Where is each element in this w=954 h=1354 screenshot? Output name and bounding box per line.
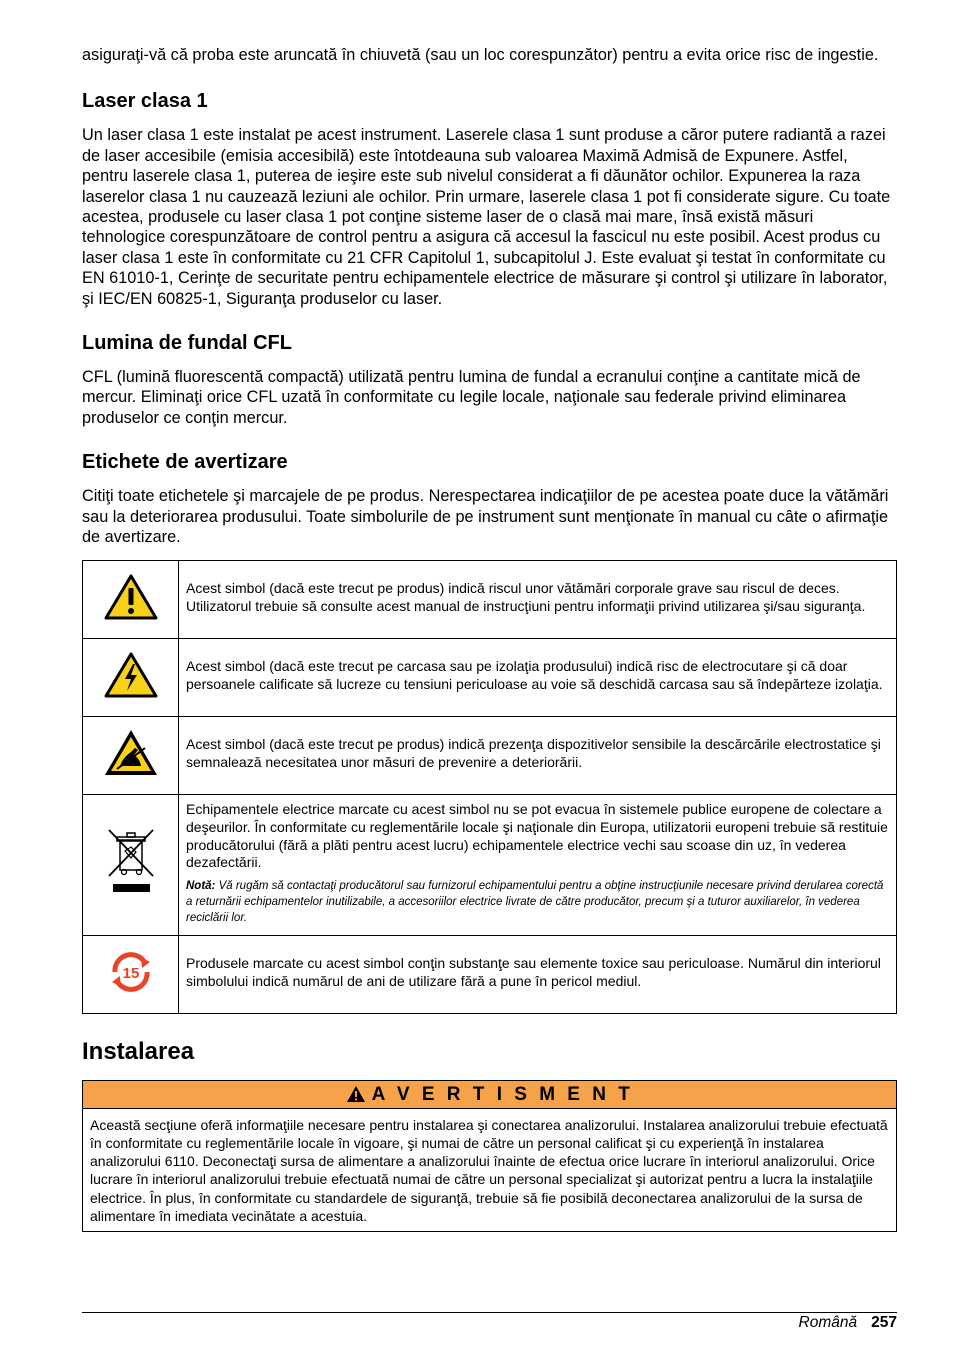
table-row <box>83 935 897 1013</box>
table-row <box>83 638 897 716</box>
weee-note <box>186 878 889 926</box>
icon-cell <box>83 794 179 935</box>
warning-text: Această secţiune oferă informaţiile necesare pentru instalarea şi conectarea analizorului. Instalarea analizorului trebuie efectuată în conformitate cu reglementările locale în vigoare, şi numai de către un personal calificat şi cu experienţă în instalarea analizorului 6110. Deconectaţi sursa de alimentare a analizorului înainte de efectua orice lucrare în interiorul analizorului. Orice lucrare în interiorul analizorului trebuie efectuată numai de către un personal specializat şi autorizat pentru a lucra la instalaţiile electrice. În plus, în conformitate cu standardele de siguranţă, trebuie să fie posibilă deconectarea analizorului de la sursa de alimentare în imediata vecinătate a acestuia. <box>90 1116 888 1224</box>
warning-triangle-icon <box>103 573 159 621</box>
weee-crossed-bin-icon <box>106 828 156 896</box>
icon-cell <box>83 935 179 1013</box>
symbol-description: Acest simbol (dacă este trecut pe carcasa sau pe izolaţia produsului) indică risc de electrocutare şi că doar persoanele calificate să lucreze cu tensiuni periculoase au voie să deschidă carcasa sau să îndepărteze izolaţia. <box>179 638 897 716</box>
intro-paragraph: asiguraţi-vă că proba este aruncată în chiuvetă (sau un loc corespunzător) pentru a evita orice risc de ingestie. <box>82 46 879 64</box>
warning-symbols-table <box>82 560 897 1014</box>
heading-instalarea: Instalarea <box>82 1037 195 1065</box>
icon-cell <box>83 560 179 638</box>
esd-sensitive-icon <box>103 728 159 778</box>
heading-labels: Etichete de avertizare <box>82 451 288 474</box>
page-content <box>82 45 897 1232</box>
paragraph-laser: Un laser clasa 1 este instalat pe acest instrument. Laserele clasa 1 sunt produse a căror putere radiantă a razei de laser accesibile (emisia accesibilă) este întotdeauna sub valoarea Maximă Admisă de Expunere. Astfel, pentru laserele clasa 1, puterea de ieşire este sub nivelul considerat a fi dăunător ochilor. Expunerea la raza laserelor clasa 1 nu cauzează leziuni ale ochilor. Prin urmare, laserele clasa 1 pot fi considerate sigure. Cu toate acestea, produsele cu laser clasa 1 pot conţine sisteme laser de o clasă mai mare, însă există măsuri tehnologice corespunzătoare de control pentru a asigura că accesul la fascicul nu este posibil. Acest produs cu laser clasa 1 este în conformitate cu 21 CFR Capitolul 1, subcapitolul J. Este evaluat şi testat în conformitate cu EN 61010-1, Cerinţe de securitate pentru echipamentele electrice de măsurare şi control şi utilizare în laborator, şi IEC/EN 60825-1, Siguranţa produselor cu laser. <box>82 126 891 308</box>
footer-text <box>799 1314 897 1332</box>
electric-shock-icon <box>103 651 159 699</box>
weee-description: Echipamentele electrice marcate cu acest simbol nu se pot evacua în sistemele publice europene de colectare a deşeurilor. În conformitate cu reglementările locale şi naţionale din Europa, utilizatorii europeni trebuie să restituie producătorului (fără a plăti pentru acest lucru) echipamentele electrice vechi sau scoase din uz, în vederea dezafectării. <box>186 800 888 871</box>
table-row <box>83 560 897 638</box>
paragraph-cfl: CFL (lumină fluorescentă compactă) utilizată pentru lumina de fundal a ecranului conţine a cantitate mică de mercur. Eliminaţi orice CFL uzată în conformitate cu legile locale, naţionale sau federale privind eliminarea produselor ce conţin mercur. <box>82 368 861 427</box>
page-number: 257 <box>871 1314 897 1331</box>
warning-header <box>83 1081 896 1109</box>
efup-number: 15 <box>122 964 139 982</box>
icon-cell <box>83 638 179 716</box>
symbol-description: Acest simbol (dacă este trecut pe produs) indică prezenţa dispozitivelor sensibile la descărcările electrostatice şi semnalează necesitatea unor măsuri de prevenire a deteriorării. <box>179 716 897 794</box>
icon-cell <box>83 716 179 794</box>
warning-box <box>82 1080 897 1233</box>
paragraph-labels: Citiţi toate etichetele şi marcajele de pe produs. Nerespectarea indicaţiilor de pe acestea poate duce la vătămări sau la deteriorarea produsului. Toate simbolurile de pe instrument sunt menţionate în manual cu câte o afirmaţie de avertizare. <box>82 487 889 547</box>
note-text: Vă rugăm să contactaţi producătorul sau furnizorul echipamentului pentru a obţine instrucţiunile necesare privind derularea corectă a returnării echipamentelor inutilizabile, a accesoriilor electrice livrate de către producător, precum şi a tuturor auxiliarelor, în vederea reciclării lor. <box>186 880 884 925</box>
warning-title: A V E R T I S M E N T <box>371 1083 634 1105</box>
symbol-description: Produsele marcate cu acest simbol conţin substanţe sau elemente toxice sau periculoase. Numărul din interiorul simbolului indică numărul de ani de utilizare fără a pune în pericol mediul. <box>179 935 897 1013</box>
table-row <box>83 794 897 935</box>
heading-laser: Laser clasa 1 <box>82 90 208 113</box>
note-label: Notă: <box>186 880 216 893</box>
footer-language: Română <box>798 1314 858 1331</box>
symbol-description: Acest simbol (dacă este trecut pe produs) indică riscul unor vătămări corporale grave sau riscul de deces. Utilizatorul trebuie să consulte acest manual de instrucţiuni pentru informaţii privind utilizarea şi/sau siguranţa. <box>179 560 897 638</box>
warning-triangle-icon <box>346 1085 366 1103</box>
symbol-description <box>179 794 897 935</box>
page-footer <box>82 1312 897 1331</box>
efup-15-years-icon <box>106 949 156 995</box>
heading-cfl: Lumina de fundal CFL <box>82 332 292 355</box>
table-row <box>83 716 897 794</box>
